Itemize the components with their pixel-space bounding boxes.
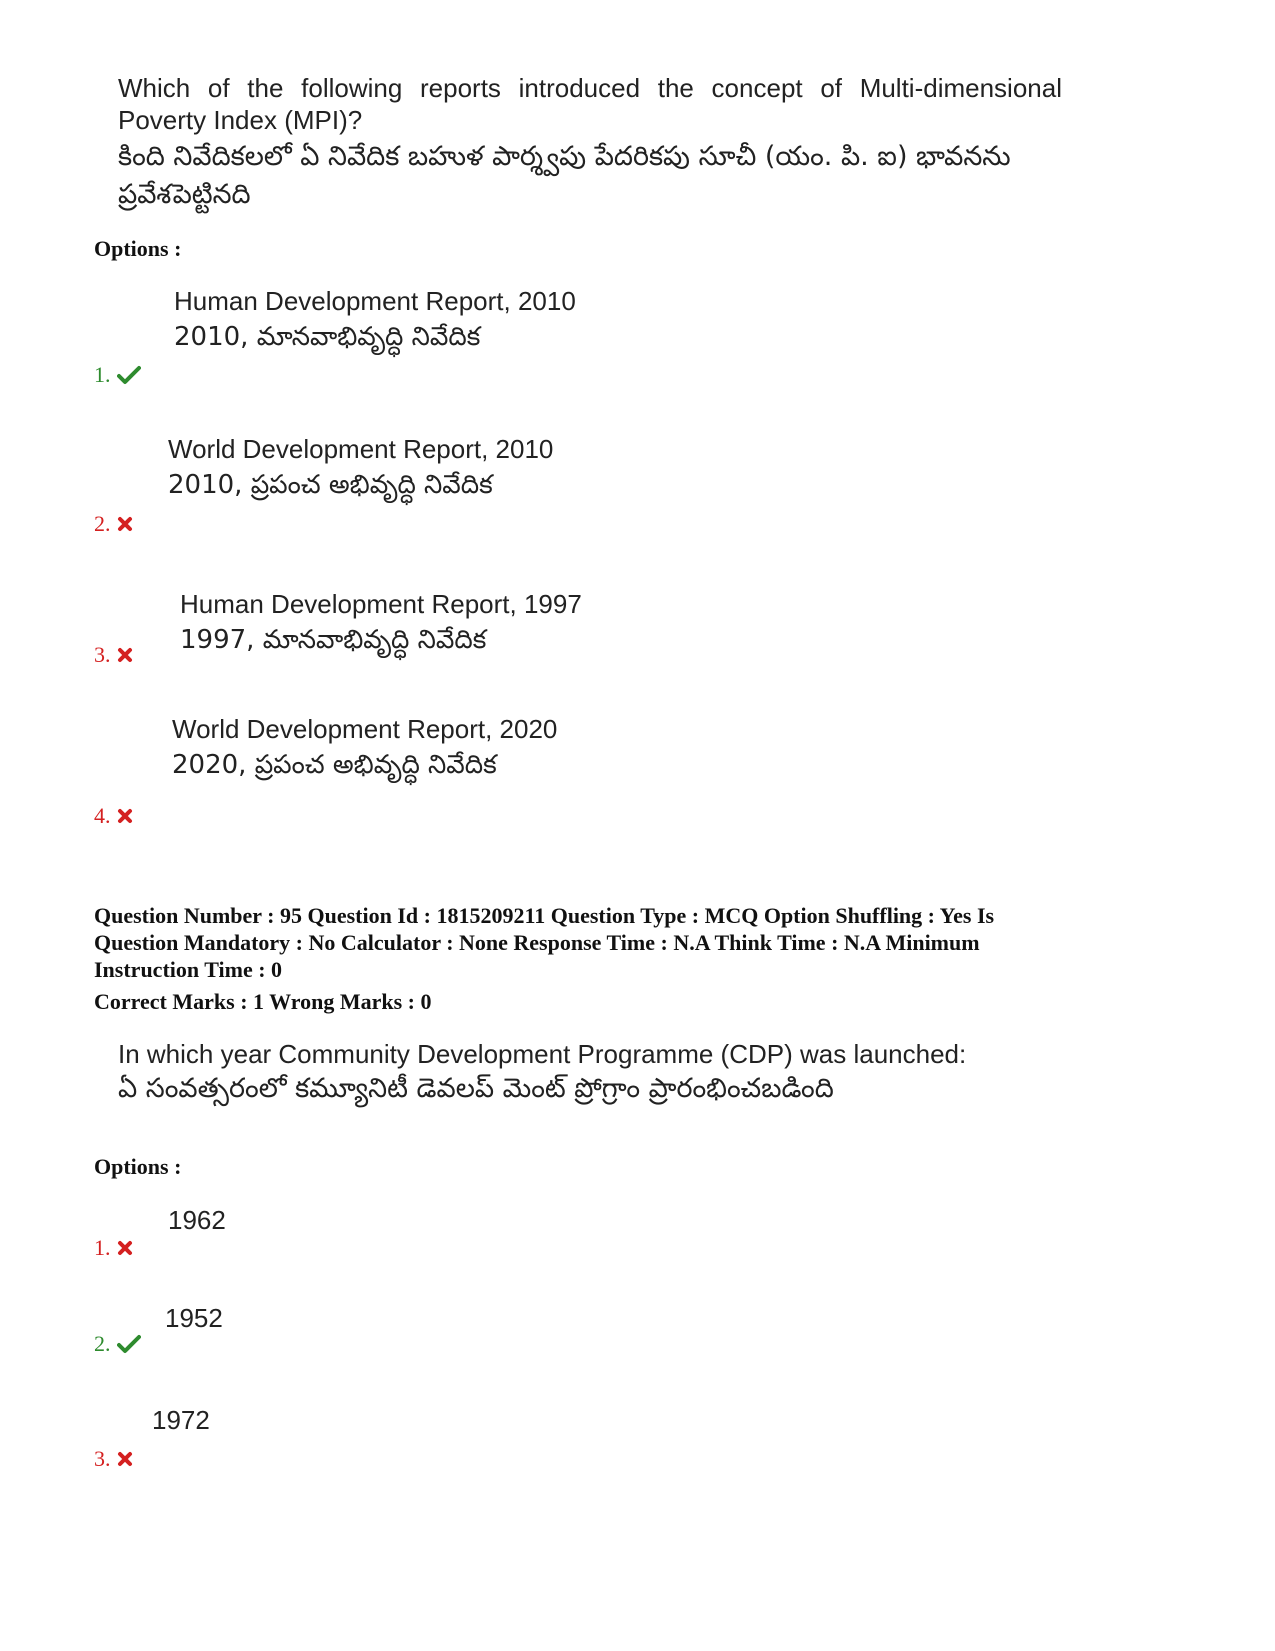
cross-icon xyxy=(117,808,133,824)
option-number-label: 3. xyxy=(94,1446,111,1471)
marks-info: Correct Marks : 1 Wrong Marks : 0 xyxy=(94,989,432,1014)
question-text-telugu: ఏ సంవత్సరంలో కమ్యూనిటీ డెవలప్ మెంట్ ప్రోగ్రాం ప్రారంభించబడింది xyxy=(118,1073,834,1104)
options-label: Options : xyxy=(94,1154,182,1179)
option-number-label: 1. xyxy=(94,362,111,387)
option-number xyxy=(94,1235,133,1261)
cross-icon xyxy=(117,1240,133,1256)
option-text-telugu: 2010, ప్రపంచ అభివృద్ధి నివేదిక xyxy=(168,470,493,500)
option-text xyxy=(168,431,553,503)
option-text-english: World Development Report, 2010 xyxy=(168,434,554,464)
option-text-telugu: 2020, ప్రపంచ అభివృద్ధి నివేదిక xyxy=(172,750,497,780)
option-text xyxy=(172,711,557,783)
option-number-label: 4. xyxy=(94,803,111,828)
option-number xyxy=(94,642,133,668)
option-number xyxy=(94,1446,133,1472)
option-number-label: 2. xyxy=(94,511,111,536)
question-text-english: Which of the following reports introduced the concept of Multi-dimensional Poverty Index (MPI)? xyxy=(118,73,1062,135)
option-text: 1952 xyxy=(165,1303,223,1333)
option-number xyxy=(94,803,133,829)
option-number xyxy=(94,362,141,388)
option-number xyxy=(94,1331,141,1357)
option-number-label: 2. xyxy=(94,1331,111,1356)
option-text: 1972 xyxy=(152,1405,210,1435)
option-number xyxy=(94,511,133,537)
metadata-line: Question Mandatory : No Calculator : None Response Time : N.A Think Time : N.A Minimum xyxy=(94,930,980,955)
options-label: Options : xyxy=(94,236,182,261)
metadata-line: Question Number : 95 Question Id : 1815209211 Question Type : MCQ Option Shuffling : Yes Is xyxy=(94,903,995,928)
option-number-label: 1. xyxy=(94,1235,111,1260)
option-text xyxy=(174,283,576,355)
option-text-english: World Development Report, 2020 xyxy=(172,714,558,744)
option-text: 1962 xyxy=(168,1205,226,1235)
option-text-telugu: 2010, మానవాభివృద్ధి నివేదిక xyxy=(174,322,481,352)
question-metadata xyxy=(94,902,1194,983)
check-icon xyxy=(117,365,141,385)
cross-icon xyxy=(117,516,133,532)
question-text-telugu: కింది నివేదికలలో ఏ నివేదిక బహుళ పార్శ్వపు పేదరికపు సూచీ (యం. పి. ఐ) భావనను ప్రవేశపెట్టినది xyxy=(118,141,1011,210)
option-number-label: 3. xyxy=(94,642,111,667)
cross-icon xyxy=(117,647,133,663)
question-94-text xyxy=(118,72,1062,214)
question-95-text xyxy=(118,1038,1078,1108)
option-text xyxy=(180,586,582,658)
option-text-english: Human Development Report, 2010 xyxy=(174,286,576,316)
check-icon xyxy=(117,1334,141,1354)
metadata-line: Instruction Time : 0 xyxy=(94,957,283,982)
question-text-english: In which year Community Development Programme (CDP) was launched: xyxy=(118,1039,967,1069)
option-text-telugu: 1997, మానవాభివృద్ధి నివేదిక xyxy=(180,625,487,655)
cross-icon xyxy=(117,1451,133,1467)
option-text-english: Human Development Report, 1997 xyxy=(180,589,582,619)
